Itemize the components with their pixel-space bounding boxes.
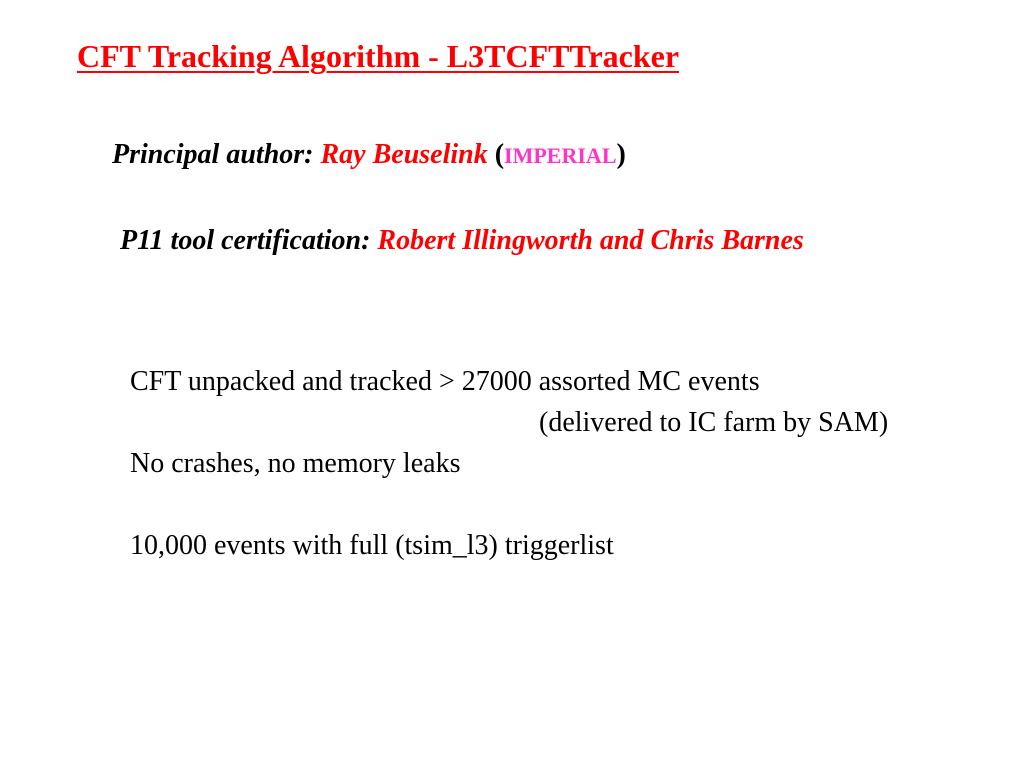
principal-author-label: Principal author: xyxy=(112,139,314,170)
certification-names: Robert Illingworth and Chris Barnes xyxy=(377,225,804,256)
certification-line xyxy=(120,223,804,259)
institution-name: IMPERIAL xyxy=(504,143,617,168)
open-paren: ( xyxy=(494,139,505,170)
close-paren: ) xyxy=(616,139,626,170)
certification-label: P11 tool certification: xyxy=(120,225,371,256)
slide-title: CFT Tracking Algorithm - L3TCFTTracker xyxy=(77,38,680,74)
principal-author-name: Ray Beuselink xyxy=(320,139,488,170)
body-line-events-tracked: CFT unpacked and tracked > 27000 assorted MC events xyxy=(130,366,760,397)
body-line-no-crashes: No crashes, no memory leaks xyxy=(130,448,461,479)
principal-author-line xyxy=(112,137,626,174)
body-line-triggerlist: 10,000 events with full (tsim_l3) triggerlist xyxy=(130,530,614,561)
body-line-delivery-note: (delivered to IC farm by SAM) xyxy=(539,407,889,438)
